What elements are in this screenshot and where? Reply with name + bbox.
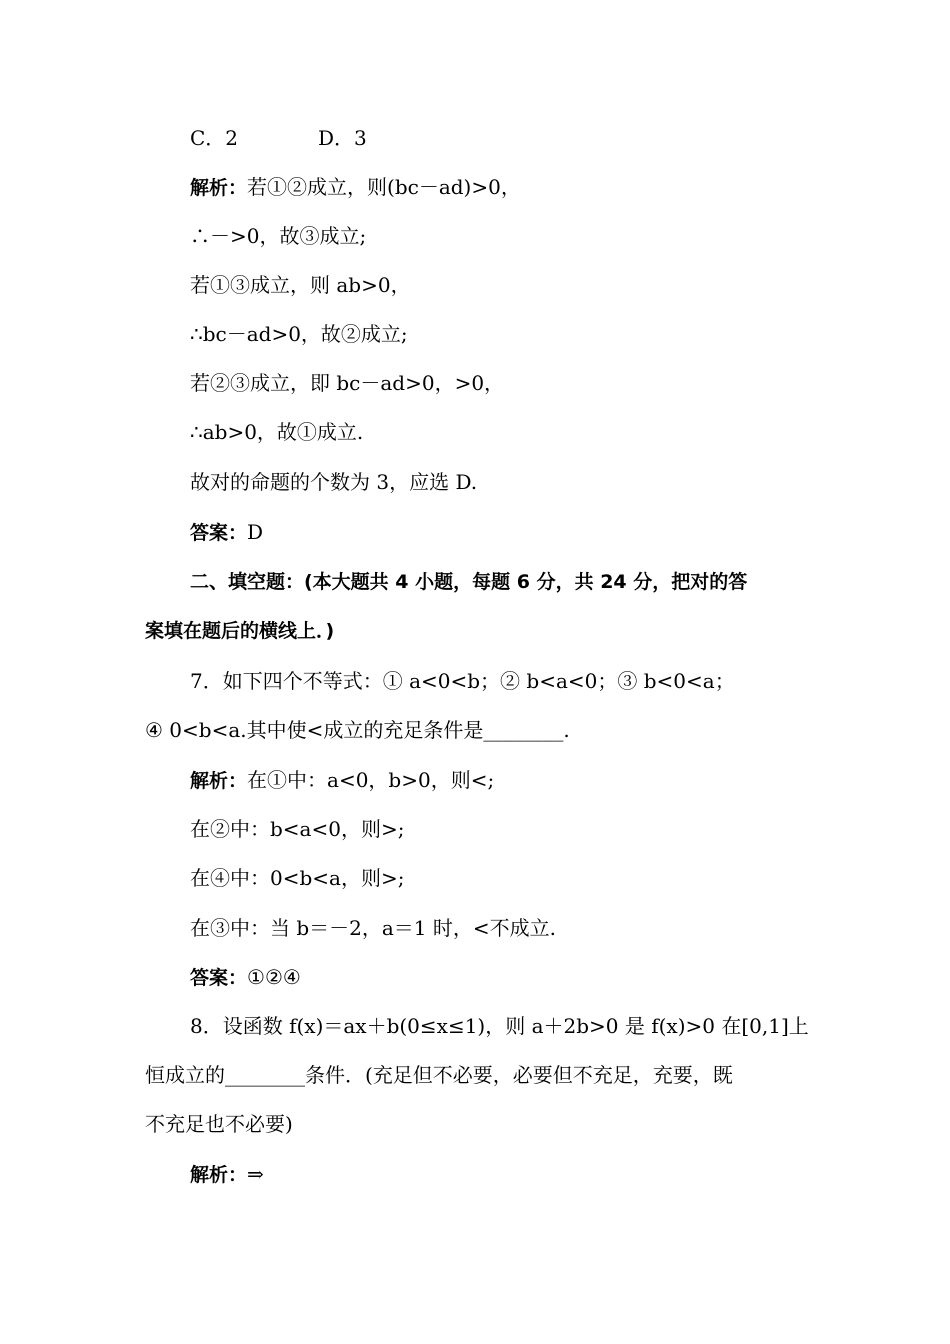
text-line: 故对的命题的个数为 3，应选 D. <box>190 470 478 494</box>
analysis-line: 解析：⇒ <box>190 1162 264 1186</box>
question-7: 7．如下四个不等式：① a<0<b；② b<a<0；③ b<0<a； <box>190 669 735 693</box>
options-c-d: C．2 D．3 <box>190 126 367 150</box>
text-line: 在②中：b<a<0，则>; <box>190 817 405 841</box>
answer-line: 答案：D <box>190 520 264 544</box>
analysis-label: 解析： <box>190 770 248 792</box>
text-line: 若②③成立，即 bc－ad>0，>0， <box>190 371 505 395</box>
analysis-label: 解析： <box>190 1164 248 1186</box>
question-8: 8．设函数 f(x)＝ax＋b(0≤x≤1)，则 a＋2b>0 是 f(x)>0 在[0,1]上 <box>190 1014 809 1038</box>
answer-label: 答案： <box>190 967 248 989</box>
question-7-cont: ④ 0<b<a.其中使<成立的充足条件是________. <box>145 718 570 742</box>
text-line: ∴bc－ad>0，故②成立; <box>190 322 408 346</box>
question-8-cont: 恒成立的________条件．(充足但不必要，必要但不充足，充要，既 <box>145 1063 733 1087</box>
question-8-cont: 不充足也不必要) <box>145 1112 293 1136</box>
section-heading-cont: 案填在题后的横线上．) <box>145 620 335 642</box>
text-line: 若①③成立，则 ab>0， <box>190 273 411 297</box>
text-line: 在④中：0<b<a，则>; <box>190 866 405 890</box>
text-line: 在③中：当 b＝－2，a＝1 时，<不成立. <box>190 916 557 940</box>
analysis-line: 解析：在①中：a<0，b>0，则<; <box>190 768 495 792</box>
section-heading: 二、填空题：(本大题共 4 小题，每题 6 分，共 24 分，把对的答 <box>190 571 748 593</box>
analysis-line: 解析：若①②成立，则(bc－ad)>0， <box>190 175 521 199</box>
answer-line: 答案：①②④ <box>190 965 301 989</box>
text-line: ∴－>0，故③成立; <box>190 224 367 248</box>
answer-label: 答案： <box>190 522 248 544</box>
analysis-label: 解析： <box>190 177 248 199</box>
text-line: ∴ab>0，故①成立. <box>190 420 364 444</box>
